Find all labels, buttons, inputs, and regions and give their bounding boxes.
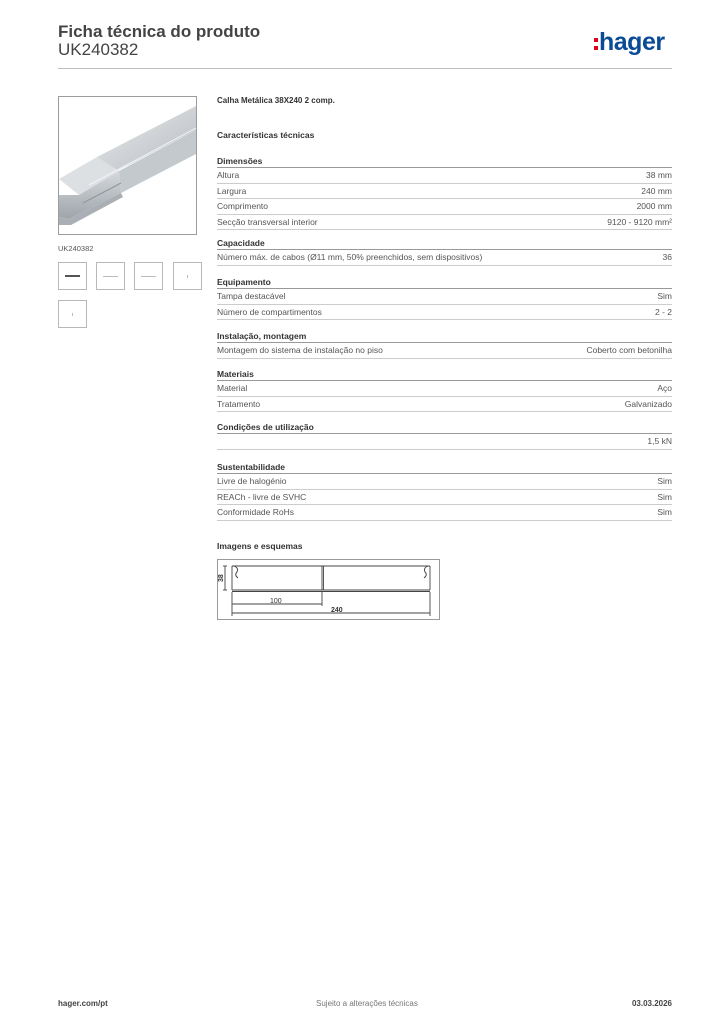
image-caption: UK240382	[58, 244, 94, 253]
thumbnail-2[interactable]	[96, 262, 125, 290]
thumbnail-1[interactable]	[58, 262, 87, 290]
compartment-dimension-label: 100	[270, 598, 282, 605]
page-title: Ficha técnica do produto	[58, 22, 261, 41]
spec-row: Material Aço	[217, 381, 672, 397]
section-title: Condições de utilização	[217, 421, 672, 434]
section-title: Materiais	[217, 368, 672, 381]
footer-date: 03.03.2026	[631, 999, 672, 1008]
hager-logo[interactable]	[594, 29, 665, 55]
logo-text: hager	[599, 28, 665, 56]
tech-heading-block	[217, 129, 672, 141]
spec-row: Livre de halogénio Sim	[217, 474, 672, 490]
spec-row: Tampa destacável Sim	[217, 289, 672, 305]
header-divider	[58, 68, 672, 69]
section-instalacao	[217, 330, 672, 359]
spec-row: Largura 240 mm	[217, 184, 672, 200]
footer-notice: Sujeito a alterações técnicas	[316, 999, 418, 1008]
images-heading: Imagens e esquemas	[217, 541, 303, 551]
section-title: Dimensões	[217, 155, 672, 168]
section-title: Equipamento	[217, 276, 672, 289]
tech-heading: Características técnicas	[217, 130, 315, 140]
images-heading-block	[217, 540, 672, 552]
spec-row: Número de compartimentos 2 - 2	[217, 305, 672, 321]
section-title: Instalação, montagem	[217, 330, 672, 343]
width-dimension-label: 240	[331, 607, 343, 614]
cross-section-diagram[interactable]	[217, 559, 440, 620]
section-condicoes	[217, 421, 672, 450]
spec-row: Número máx. de cabos (Ø11 mm, 50% preenchidos, sem dispositivos) 36	[217, 250, 672, 266]
section-equipamento	[217, 276, 672, 320]
thumbnail-3[interactable]	[134, 262, 163, 290]
spec-row: Conformidade RoHs Sim	[217, 505, 672, 521]
section-title: Sustentabilidade	[217, 461, 672, 474]
section-materiais	[217, 368, 672, 412]
product-name: Calha Metálica 38X240 2 comp.	[217, 96, 335, 105]
spec-row: 1,5 kN	[217, 434, 672, 450]
cable-trunking-picture-icon	[59, 97, 197, 235]
spec-row: REACh - livre de SVHC Sim	[217, 490, 672, 506]
logo-dots-icon	[594, 34, 598, 50]
thumbnail-4[interactable]	[173, 262, 202, 290]
spec-row: Comprimento 2000 mm	[217, 199, 672, 215]
product-image[interactable]	[58, 96, 197, 235]
thumbnail-5[interactable]	[58, 300, 87, 328]
spec-row: Secção transversal interior 9120 - 9120 mm²	[217, 215, 672, 231]
section-capacidade	[217, 237, 672, 266]
spec-row: Montagem do sistema de instalação no piso Coberto com betonilha	[217, 343, 672, 359]
spec-row: Tratamento Galvanizado	[217, 397, 672, 413]
dimension-drawing-icon	[218, 560, 439, 619]
product-code: UK240382	[58, 40, 139, 59]
spec-row: Altura 38 mm	[217, 168, 672, 184]
section-sustentabilidade	[217, 461, 672, 521]
height-dimension-label: 38	[218, 574, 225, 582]
footer-website-link[interactable]: hager.com/pt	[58, 999, 108, 1008]
section-dimensoes	[217, 155, 672, 230]
section-title: Capacidade	[217, 237, 672, 250]
